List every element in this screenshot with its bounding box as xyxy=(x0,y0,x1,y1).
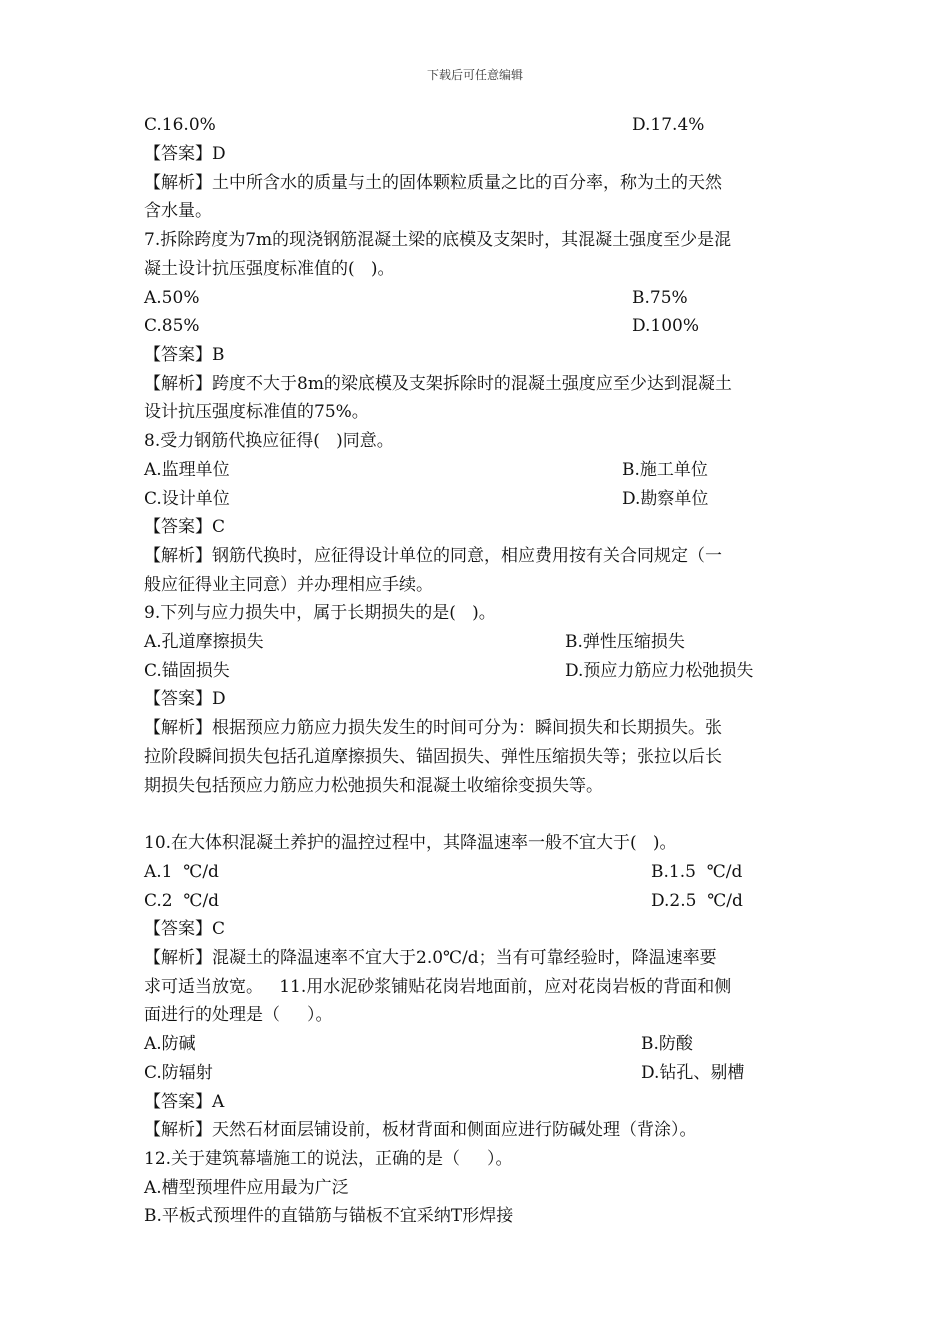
option-c: C.85% xyxy=(144,316,200,336)
option-c: C.16.0% xyxy=(144,115,216,135)
explanation: 【解析】跨度不大于8m的梁底模及支架拆除时的混凝土强度应至少达到混凝土 xyxy=(144,374,732,394)
option-d: D.勘察单位 xyxy=(622,489,709,509)
answer: 【答案】D xyxy=(144,144,226,164)
explanation: 【解析】根据预应力筋应力损失发生的时间可分为：瞬间损失和长期损失。张 xyxy=(144,718,722,738)
option-d: D.预应力筋应力松弛损失 xyxy=(565,661,754,681)
option-b: B.弹性压缩损失 xyxy=(565,632,685,652)
answer: 【答案】A xyxy=(144,1092,225,1112)
option-a: A.孔道摩擦损失 xyxy=(144,632,264,652)
option-c: C.锚固损失 xyxy=(144,661,230,681)
option-d: D.钻孔、剔槽 xyxy=(641,1063,745,1083)
answer: 【答案】D xyxy=(144,689,226,709)
option-c: C.2 ℃/d xyxy=(144,891,220,911)
explanation-cont: 设计抗压强度标准值的75%。 xyxy=(144,402,369,422)
explanation: 【解析】混凝土的降温速率不宜大于2.0℃/d；当有可靠经验时，降温速率要 xyxy=(144,948,717,968)
explanation: 【解析】土中所含水的质量与土的固体颗粒质量之比的百分率，称为土的天然 xyxy=(144,173,722,193)
option-b: B.75% xyxy=(632,288,688,308)
question-11-cont: 面进行的处理是（ ）。 xyxy=(144,1005,333,1025)
question-10: 10.在大体积混凝土养护的温控过程中，其降温速率一般不宜大于( )。 xyxy=(144,833,677,853)
option-d: D.2.5 ℃/d xyxy=(651,891,743,911)
option-b: B.防酸 xyxy=(641,1034,693,1054)
option-b: B.1.5 ℃/d xyxy=(651,862,743,882)
question-12: 12.关于建筑幕墙施工的说法，正确的是（ ）。 xyxy=(144,1149,513,1169)
explanation: 【解析】钢筋代换时，应征得设计单位的同意，相应费用按有关合同规定（一 xyxy=(144,546,722,566)
option-a: A.50% xyxy=(144,288,200,308)
option-c: C.防辐射 xyxy=(144,1063,213,1083)
question-9: 9.下列与应力损失中，属于长期损失的是( )。 xyxy=(144,603,496,623)
answer: 【答案】B xyxy=(144,345,225,365)
question-7-cont: 凝土设计抗压强度标准值的( )。 xyxy=(144,259,395,279)
option-a: A.防碱 xyxy=(144,1034,196,1054)
option-b: B.平板式预埋件的直锚筋与锚板不宜采纳T形焊接 xyxy=(144,1206,514,1226)
option-d: D.17.4% xyxy=(632,115,705,135)
question-11: 求可适当放宽。 11.用水泥砂浆铺贴花岗岩地面前，应对花岗岩板的背面和侧 xyxy=(144,977,732,997)
option-a: A.1 ℃/d xyxy=(144,862,219,882)
explanation-cont: 般应征得业主同意）并办理相应手续。 xyxy=(144,575,433,595)
question-8: 8.受力钢筋代换应征得( )同意。 xyxy=(144,431,394,451)
option-a: A.槽型预埋件应用最为广泛 xyxy=(144,1178,349,1198)
option-a: A.监理单位 xyxy=(144,460,230,480)
option-b: B.施工单位 xyxy=(622,460,708,480)
explanation: 【解析】天然石材面层铺设前，板材背面和侧面应进行防碱处理（背涂）。 xyxy=(144,1120,697,1140)
answer: 【答案】C xyxy=(144,919,226,939)
question-7: 7.拆除跨度为7m的现浇钢筋混凝土梁的底模及支架时，其混凝土强度至少是混 xyxy=(144,230,732,250)
explanation-cont: 拉阶段瞬间损失包括孔道摩擦损失、锚固损失、弹性压缩损失等；张拉以后长 xyxy=(144,747,722,767)
option-c: C.设计单位 xyxy=(144,489,230,509)
page-header: 下载后可任意编辑 xyxy=(426,68,523,82)
explanation-cont: 含水量。 xyxy=(144,201,212,221)
answer: 【答案】C xyxy=(144,517,226,537)
option-d: D.100% xyxy=(632,316,700,336)
explanation-cont: 期损失包括预应力筋应力松弛损失和混凝土收缩徐变损失等。 xyxy=(144,776,603,796)
